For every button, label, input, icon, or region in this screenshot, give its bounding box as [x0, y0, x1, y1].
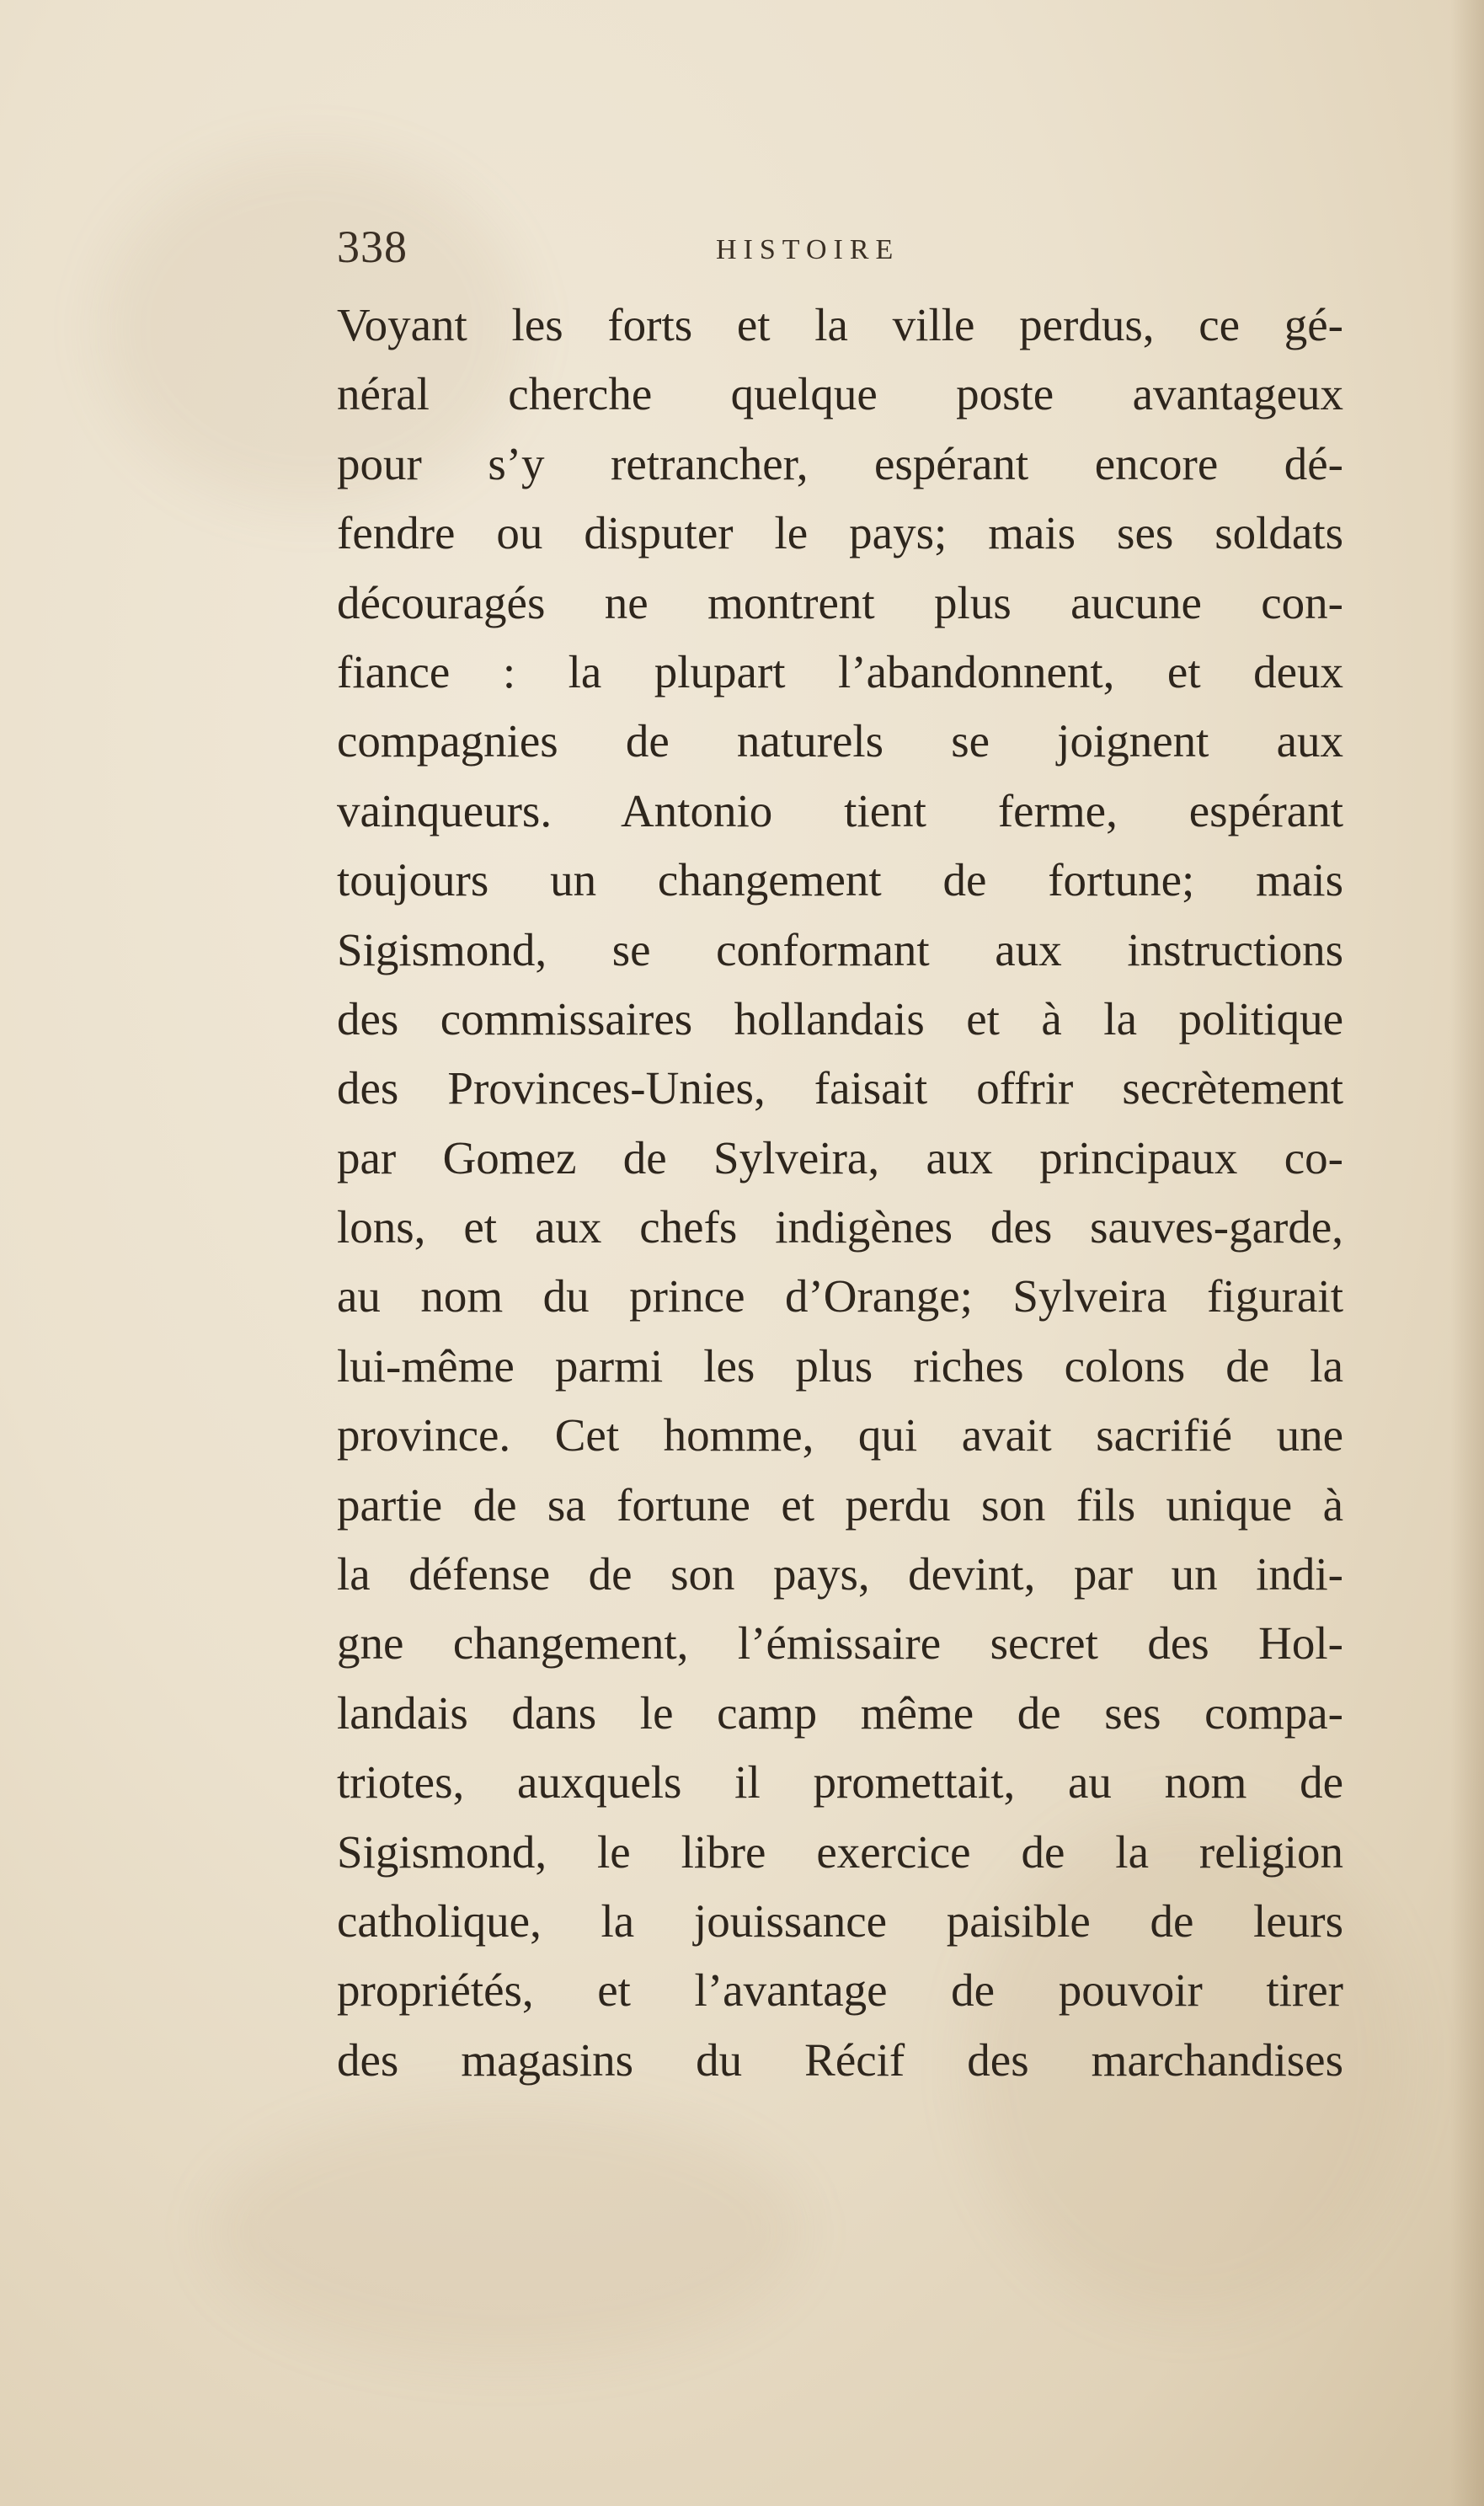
text-line: par Gomez de Sylveira, aux principaux co-: [337, 1131, 1343, 1184]
text-line: fiance : la plupart l’abandonnent, et deux: [337, 645, 1343, 697]
text-line: triotes, auxquels il promettait, au nom de: [337, 1756, 1343, 1809]
text-line: au nom du prince d’Orange; Sylveira figurait: [337, 1270, 1343, 1322]
page-edge: [1450, 0, 1484, 2506]
text-line: Voyant les forts et la ville perdus, ce gé-: [337, 299, 1343, 350]
text-line: pour s’y retrancher, espérant encore dé-: [337, 437, 1343, 489]
text-line: catholique, la jouissance paisible de leurs: [337, 1894, 1343, 1947]
text-line: lui-même parmi les plus riches colons de la: [337, 1339, 1343, 1392]
running-head: HISTOIRE: [716, 234, 900, 265]
text-line: découragés ne montrent plus aucune con-: [337, 576, 1343, 628]
text-line: propriétés, et l’avantage de pouvoir tirer: [337, 1964, 1343, 2017]
text-line: des Provinces-Unies, faisait offrir secrètement: [337, 1062, 1343, 1114]
text-line: province. Cet homme, qui avait sacrifié une: [337, 1409, 1343, 1461]
text-line: lons, et aux chefs indigènes des sauves-garde,: [337, 1201, 1343, 1253]
text-line: toujours un changement de fortune; mais: [337, 854, 1343, 906]
body-text: [337, 291, 1343, 2095]
paper-stain: [211, 2106, 800, 2359]
text-line: landais dans le camp même de ses compa-: [337, 1686, 1343, 1739]
text-line: partie de sa fortune et perdu son fils unique à: [337, 1478, 1343, 1531]
text-line: des commissaires hollandais et à la politique: [337, 992, 1343, 1045]
text-line: la défense de son pays, devint, par un indi-: [337, 1548, 1343, 1600]
text-line: néral cherche quelque poste avantageux: [337, 368, 1343, 420]
page-header: [337, 221, 1348, 271]
text-line: des magasins du Récif des marchandises: [337, 2033, 1343, 2086]
text-line: gne changement, l’émissaire secret des Hol-: [337, 1617, 1343, 1670]
text-line: compagnies de naturels se joignent aux: [337, 715, 1343, 767]
text-line: vainqueurs. Antonio tient ferme, espérant: [337, 784, 1343, 836]
text-line: fendre ou disputer le pays; mais ses soldats: [337, 507, 1343, 559]
text-line: Sigismond, se conformant aux instructions: [337, 923, 1343, 975]
page-number: 338: [337, 222, 408, 272]
text-line: Sigismond, le libre exercice de la religion: [337, 1825, 1343, 1878]
